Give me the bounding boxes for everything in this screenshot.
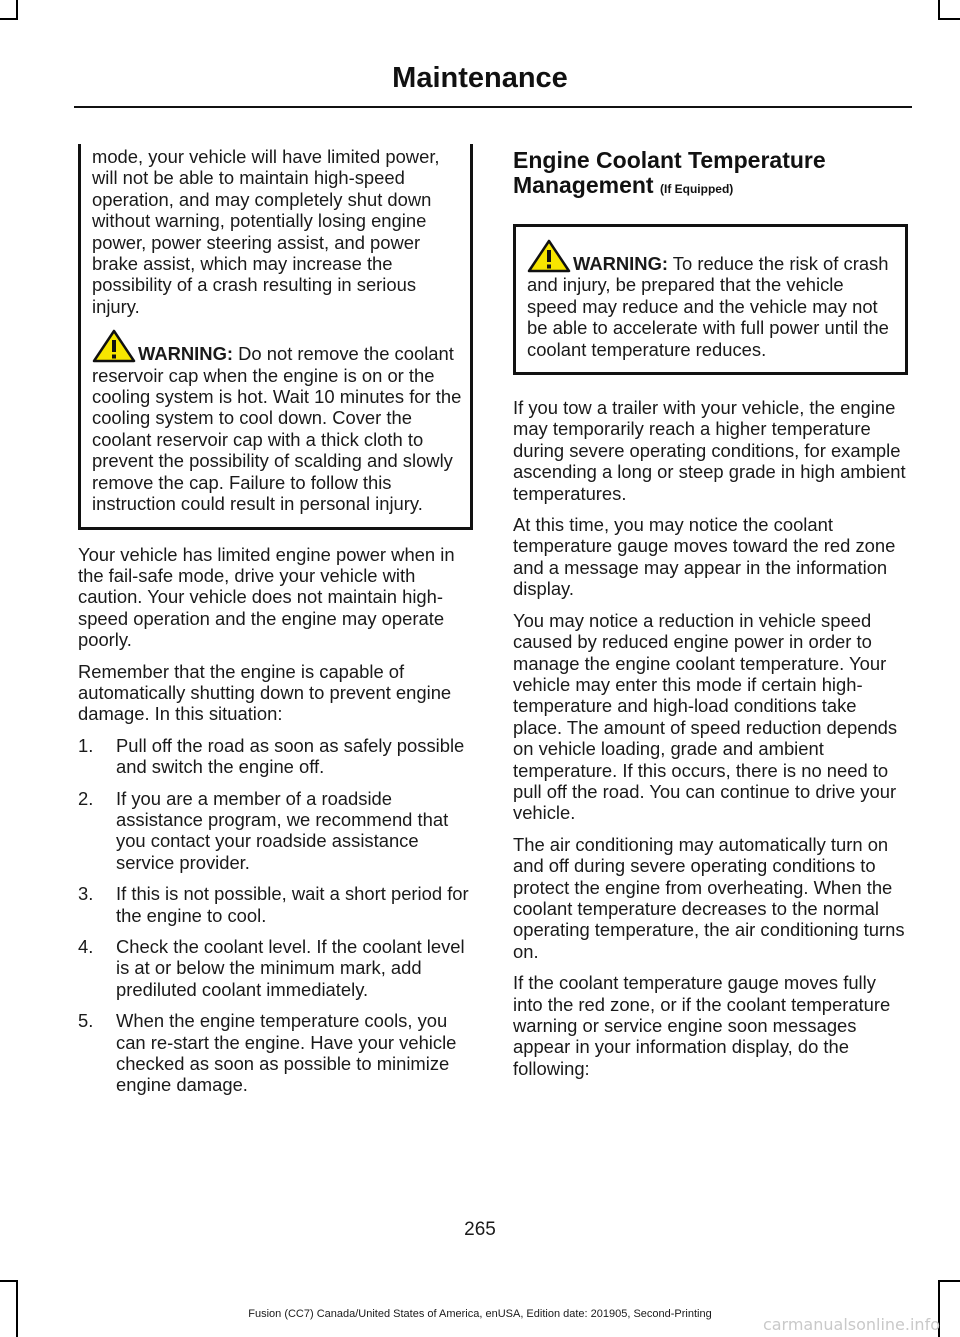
list-number: 3.	[78, 883, 94, 905]
paragraph: You may notice a reduction in vehicle speed caused by reduced engine power in order to manage the engine coolant temperature. Your vehicle may enter this mode if certain high-temperature and high-load conditions take place. The amount of speed reduction depends on vehicle loading, grade and ambient temperature. If this occurs, there is no need to pull off the road. You can continue to drive your vehicle.	[513, 609, 898, 824]
warning-label: WARNING:	[138, 343, 234, 365]
list-text: If this is not possible, wait a short period for the engine to cool.	[116, 883, 469, 926]
paragraph: If you tow a trailer with your vehicle, the engine may temporarily reach a higher temperature during severe operating conditions, for example ascending a long or steep grade in high ambient temperatures.	[513, 397, 906, 504]
crop-mark	[938, 0, 940, 20]
warning-triangle-icon	[527, 239, 571, 273]
warning-paragraph	[92, 329, 463, 514]
steps-list	[78, 735, 473, 1096]
warning-triangle-icon	[92, 329, 136, 363]
warning-text: Do not remove the coolant reservoir cap when the engine is on or the cooling system is hot. Wait 10 minutes for the cooling system to cool down. Cover the coolant reservoir cap with a thick cloth to prevent the possibility of scalding and slowly remove the cap. Failure to follow this instruction could result in personal injury.	[92, 343, 462, 515]
watermark: carmanualsonline.info	[762, 1315, 940, 1334]
paragraph: At this time, you may notice the coolant temperature gauge moves toward the red zone and a message may appear in the information display.	[513, 514, 896, 600]
list-number: 2.	[78, 787, 94, 809]
page-number: 265	[464, 1219, 496, 1240]
crop-mark	[16, 0, 18, 20]
paragraph: Remember that the engine is capable of automatically shutting down to prevent engine damage. In this situation:	[78, 660, 452, 725]
right-column	[513, 144, 908, 1089]
warning-text: To reduce the risk of crash and injury, be prepared that the vehicle speed may reduce and the vehicle may not be able to accelerate with full power until the coolant temperature reduces.	[527, 253, 889, 360]
paragraph: Your vehicle has limited engine power when in the fail-safe mode, drive your vehicle with caution. Your vehicle does not maintain high-speed operation and the engine may operate poorly.	[78, 543, 455, 651]
list-number: 5.	[78, 1010, 94, 1032]
list-text: If you are a member of a roadside assistance program, we recommend that you contact your roadside assistance service provider.	[116, 787, 449, 873]
section-title	[513, 148, 908, 202]
crop-mark	[938, 18, 960, 20]
warning-paragraph	[527, 239, 898, 360]
left-column	[78, 144, 473, 1106]
list-item	[78, 883, 473, 926]
paragraph: The air conditioning may automatically turn on and off during severe operating conditions to protect the engine from overheating. When the coolant temperature decreases to the normal operating temperature, the air conditioning turns on.	[513, 833, 905, 962]
list-item	[78, 788, 473, 874]
crop-mark	[0, 18, 18, 20]
crop-mark	[938, 1280, 960, 1282]
list-number: 4.	[78, 936, 94, 957]
list-text: Check the coolant level. If the coolant level is at or below the minimum mark, add prediluted coolant immediately.	[116, 936, 465, 1000]
warning-box	[513, 224, 908, 375]
list-item	[78, 1010, 473, 1096]
warning-box-continued	[78, 144, 473, 530]
list-item	[78, 936, 473, 1000]
footer-edition: Fusion (CC7) Canada/United States of America, enUSA, Edition date: 201905, Second-Printing	[248, 1308, 712, 1320]
header-rule	[74, 106, 912, 108]
list-number: 1.	[78, 734, 94, 756]
crop-mark	[0, 1280, 18, 1282]
warning-label: WARNING:	[573, 253, 669, 274]
page-title: Maintenance	[392, 62, 568, 94]
warning-continued-text: mode, your vehicle will have limited power, will not be able to maintain high-speed operation, and may completely shut down without warning, potentially losing engine power, power steering assist, and power brake assist, which may increase the possibility of a crash resulting in serious injury.	[92, 146, 440, 317]
list-text: Pull off the road as soon as safely possible and switch the engine off.	[116, 734, 465, 778]
section-title-suffix: (If Equipped)	[659, 182, 734, 196]
list-text: When the engine temperature cools, you can re-start the engine. Have your vehicle checked as soon as possible to minimize engine damage.	[116, 1010, 457, 1096]
paragraph: If the coolant temperature gauge moves fully into the red zone, or if the coolant temperature warning or service engine soon messages appear in your information display, do the following:	[513, 972, 891, 1079]
section-title-text: Engine Coolant Temperature Management	[513, 147, 826, 198]
list-item	[78, 735, 473, 778]
